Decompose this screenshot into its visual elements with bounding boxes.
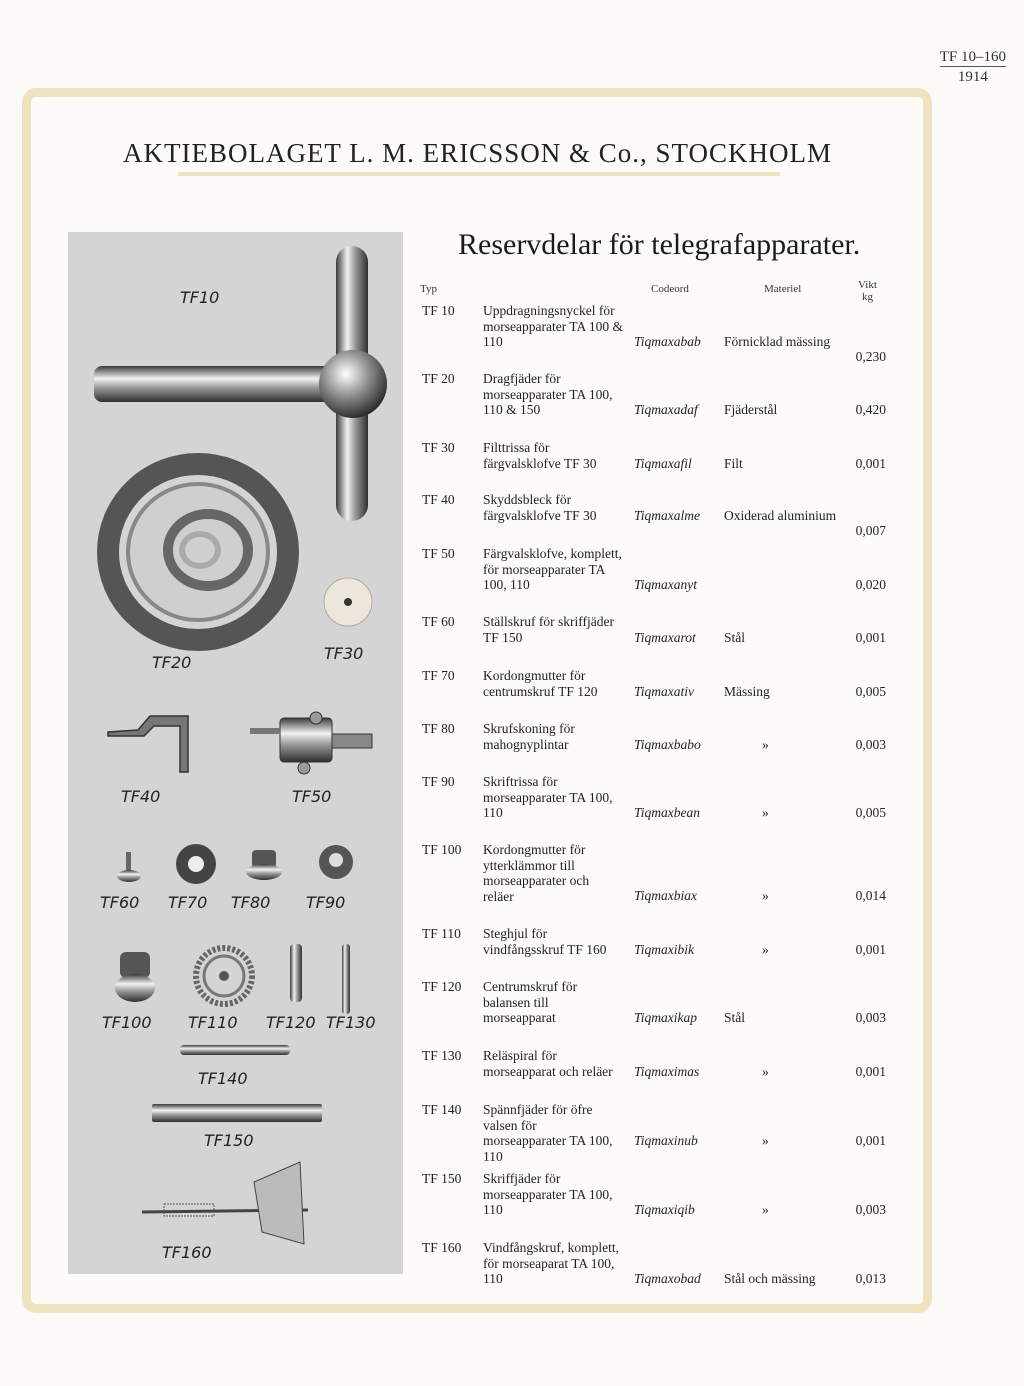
- row-codeord: Tiqmaxabab: [634, 334, 701, 349]
- row-materiel: »: [762, 1202, 769, 1217]
- row-codeord: Tiqmaxanyt: [634, 577, 697, 592]
- row-vikt: 0,001: [855, 630, 886, 645]
- row-typ: TF 120: [422, 979, 462, 994]
- table-row: [0, 492, 1024, 540]
- row-description: Kordongmutter för centrumskruf TF 120: [483, 668, 598, 699]
- row-materiel: Filt: [724, 456, 743, 471]
- table-row: [0, 546, 1024, 593]
- row-codeord: Tiqmaxalme: [634, 508, 700, 523]
- table-row: [0, 1171, 1024, 1218]
- photo-label-tf30: TF30: [324, 644, 364, 663]
- row-materiel: Förnicklad mässing: [724, 334, 831, 349]
- photo-label-tf40: TF40: [121, 787, 161, 806]
- row-codeord: Tiqmaxibik: [634, 942, 694, 957]
- photo-label-tf110: TF110: [188, 1013, 238, 1032]
- page-reference-year: 1914: [940, 66, 1006, 86]
- table-row: [0, 303, 1024, 365]
- row-materiel: Stål: [724, 630, 746, 645]
- row-description: Dragfjäder för morseapparater TA 100, 110 & 150: [483, 371, 613, 417]
- row-description: Centrumskruf för balansen till morseapparat: [483, 979, 578, 1025]
- row-materiel: Mässing: [724, 684, 770, 699]
- row-description: Uppdragningsnyckel för morseapparater TA 100 & 110: [483, 303, 624, 349]
- page-title: Reservdelar för telegrafapparater.: [458, 228, 861, 261]
- row-vikt: 0,003: [855, 1202, 886, 1217]
- row-materiel: »: [762, 1064, 769, 1079]
- photo-label-tf130: TF130: [326, 1013, 376, 1032]
- row-codeord: Tiqmaxobad: [634, 1271, 701, 1286]
- row-typ: TF 20: [422, 371, 455, 386]
- row-typ: TF 70: [422, 668, 455, 683]
- column-header-materiel: Materiel: [764, 283, 802, 295]
- row-description: Skrufskoning för mahognyplintar: [483, 721, 575, 752]
- column-header-vikt-unit: kg: [861, 291, 873, 303]
- table-row: [0, 1048, 1024, 1080]
- page-reference: [940, 48, 1006, 86]
- row-description: Skyddsbleck för färgvalsklofve TF 30: [483, 492, 597, 523]
- row-description: Ställskruf för skriffjäder TF 150: [483, 614, 614, 645]
- row-typ: TF 140: [422, 1102, 462, 1117]
- photo-label-tf20: TF20: [152, 653, 192, 672]
- row-codeord: Tiqmaxarot: [634, 630, 696, 645]
- row-codeord: Tiqmaxafil: [634, 456, 692, 471]
- photo-label-tf80: TF80: [231, 893, 271, 912]
- row-materiel: Fjäderstål: [724, 402, 778, 417]
- column-header-codeord: Codeord: [651, 283, 689, 295]
- row-codeord: Tiqmaxbiax: [634, 888, 697, 903]
- table-row: [0, 1240, 1024, 1287]
- column-header-typ: Typ: [420, 283, 437, 295]
- row-codeord: Tiqmaxiqib: [634, 1202, 695, 1217]
- row-vikt: 0,005: [855, 684, 886, 699]
- table-row: [0, 668, 1024, 700]
- heading-rule: [178, 172, 780, 176]
- photo-label-tf10: TF10: [180, 288, 220, 307]
- photo-label-tf70: TF70: [168, 893, 208, 912]
- row-description: Reläspiral för morseapparat och reläer: [483, 1048, 613, 1079]
- row-description: Steghjul för vindfångsskruf TF 160: [483, 926, 607, 957]
- row-codeord: Tiqmaxbabo: [634, 737, 701, 752]
- company-heading: AKTIEBOLAGET L. M. ERICSSON & Co., STOCKHOLM: [122, 138, 833, 168]
- table-row: [0, 1102, 1024, 1164]
- row-vikt: 0,007: [855, 523, 886, 538]
- table-row: [0, 979, 1024, 1026]
- row-materiel: »: [762, 1133, 769, 1148]
- photo-label-tf60: TF60: [100, 893, 140, 912]
- row-vikt: 0,005: [855, 805, 886, 820]
- row-typ: TF 50: [422, 546, 455, 561]
- photo-label-tf140: TF140: [198, 1069, 248, 1088]
- row-codeord: Tiqmaxativ: [634, 684, 694, 699]
- table-row: [0, 721, 1024, 753]
- row-typ: TF 100: [422, 842, 462, 857]
- column-header-vikt-label: Vikt: [858, 279, 877, 291]
- table-row: [0, 440, 1024, 472]
- photo-label-tf50: TF50: [292, 787, 332, 806]
- photo-label-tf100: TF100: [102, 1013, 152, 1032]
- row-typ: TF 90: [422, 774, 455, 789]
- row-description: Vindfångskruf, komplett, för morseaparat TA 100, 110: [483, 1240, 620, 1286]
- row-vikt: 0,230: [855, 349, 886, 364]
- row-codeord: Tiqmaxikap: [634, 1010, 697, 1025]
- row-vikt: 0,001: [855, 1064, 886, 1079]
- row-materiel: »: [762, 942, 769, 957]
- page-reference-number: TF 10–160: [939, 49, 1006, 65]
- row-vikt: 0,003: [855, 737, 886, 752]
- row-vikt: 0,001: [855, 942, 886, 957]
- row-description: Skriffjäder för morseapparater TA 100, 110: [483, 1171, 613, 1217]
- table-row: [0, 774, 1024, 821]
- row-vikt: 0,001: [855, 456, 886, 471]
- row-vikt: 0,020: [855, 577, 886, 592]
- row-materiel: Stål och mässing: [724, 1271, 816, 1286]
- table-row: [0, 614, 1024, 646]
- row-vikt: 0,003: [855, 1010, 886, 1025]
- row-vikt: 0,420: [855, 402, 886, 417]
- row-typ: TF 150: [422, 1171, 462, 1186]
- row-materiel: Oxiderad aluminium: [724, 508, 837, 523]
- row-materiel: »: [762, 737, 769, 752]
- row-codeord: Tiqmaximas: [634, 1064, 700, 1079]
- row-materiel: »: [762, 888, 769, 903]
- row-description: Spännfjäder för öfre valsen för morseapparater TA 100, 110: [483, 1102, 613, 1164]
- row-vikt: 0,013: [855, 1271, 886, 1286]
- row-typ: TF 80: [422, 721, 455, 736]
- row-typ: TF 30: [422, 440, 455, 455]
- photo-label-tf90: TF90: [306, 893, 346, 912]
- photo-label-tf160: TF160: [162, 1243, 212, 1262]
- row-description: Skriftrissa för morseapparater TA 100, 110: [483, 774, 613, 820]
- table-row: [0, 842, 1024, 904]
- row-typ: TF 160: [422, 1240, 462, 1255]
- row-typ: TF 10: [422, 303, 455, 318]
- row-codeord: Tiqmaxadaf: [634, 402, 698, 417]
- row-codeord: Tiqmaxbean: [634, 805, 700, 820]
- table-row: [0, 371, 1024, 418]
- row-typ: TF 110: [422, 926, 461, 941]
- row-vikt: 0,001: [855, 1133, 886, 1148]
- row-description: Färgvalsklofve, komplett, för morseapparater TA 100, 110: [483, 546, 622, 592]
- row-description: Filttrissa för färgvalsklofve TF 30: [483, 440, 597, 471]
- row-typ: TF 40: [422, 492, 455, 507]
- row-typ: TF 130: [422, 1048, 462, 1063]
- photo-label-tf120: TF120: [266, 1013, 316, 1032]
- row-typ: TF 60: [422, 614, 455, 629]
- column-header-vikt: [858, 279, 877, 303]
- row-vikt: 0,014: [855, 888, 886, 903]
- photo-label-tf150: TF150: [204, 1131, 254, 1150]
- row-description: Kordongmutter för ytterklämmor till morseapparater och reläer: [483, 842, 590, 904]
- row-materiel: Stål: [724, 1010, 746, 1025]
- table-row: [0, 926, 1024, 958]
- row-codeord: Tiqmaxinub: [634, 1133, 698, 1148]
- row-materiel: »: [762, 805, 769, 820]
